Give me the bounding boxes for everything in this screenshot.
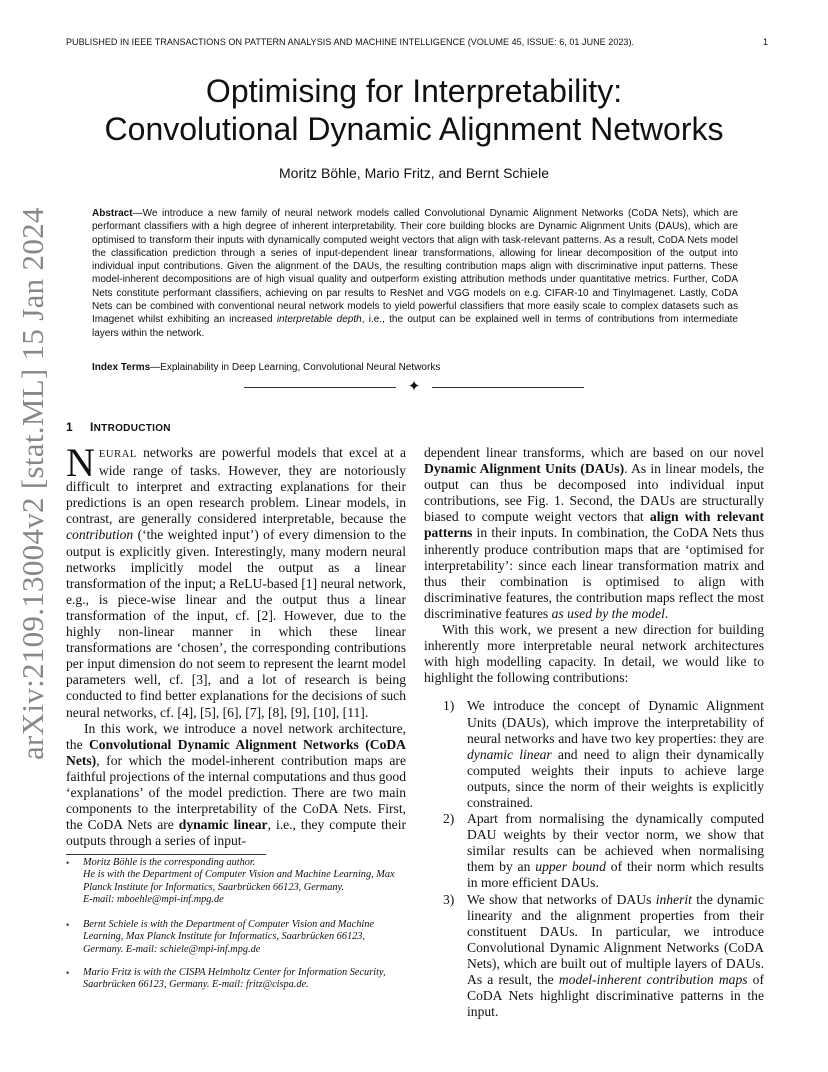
small-caps-word: EURAL	[98, 449, 137, 460]
section-title-initial: I	[90, 420, 94, 434]
page-number: 1	[762, 37, 768, 47]
footnote-rule	[66, 854, 266, 855]
list-marker: 2)	[443, 811, 455, 827]
text-run: dependent linear transforms, which are based on our novel	[424, 445, 764, 460]
diamond-icon: ✦	[407, 379, 421, 395]
footnote-bullet: •	[66, 968, 70, 978]
intro-paragraph-4: With this work, we present a new direction for building inherently more interpretable neural network architectures with high modelling capacity. In detail, we would like to highlight the following contributions:	[424, 622, 764, 686]
emphasis: upper bound	[535, 859, 606, 875]
emphasis: model-inherent contribution maps	[558, 972, 748, 987]
footnote-line: E-mail: mboehle@mpi-inf.mpg.de	[83, 893, 224, 905]
footnote-line: He is with the Department of Computer Vision and Machine Learning, Max Planck Institute for Informatics, Saarbrücken 66123, Germany.	[83, 869, 395, 893]
running-head: PUBLISHED IN IEEE TRANSACTIONS ON PATTERN ANALYSIS AND MACHINE INTELLIGENCE (VOLUME 45, ISSUE: 6, 01 JUNE 2023).	[66, 37, 635, 47]
intro-paragraph-3	[424, 445, 764, 622]
abstract-text-b: , i.e., the output can be explained well in terms of contributions from intermediate layers within the network.	[92, 314, 738, 339]
contributions-list	[424, 698, 764, 1020]
footnote	[66, 857, 406, 906]
text-run: (‘the weighted input’) of every dimension to the output is explicitly given. Interestingly, many modern neural networks implicitly model the output as a linear transformation of the input; a ReLU-based [1] neural network, e.g., is piece-wise linear and the output thus a linear transformation of the input, cf. [2]. However, due to the highly non-linear manner in which these linear transformations are ‘chosen’, the corresponding contributions per input dimension do not seem to represent the learnt model parameters well, cf. [3], and a lot of research is being conducted to find better explanations for the decisions of such neural networks, cf. [4], [5], [6], [7], [8], [9], [10], [11].	[66, 527, 406, 720]
bold-term: Convolutional Dynamic Alignment Networks (CoDA Nets)	[66, 736, 406, 768]
text-run: the dynamic linearity and the alignment properties from their constituent DAUs. In particular, we introduce Convolutional Dynamic Alignment Networks (CoDA Nets), which are built out of multiple layers of DAUs. As a result, the	[467, 891, 764, 987]
arxiv-side-stamp: arXiv:2109.13004v2 [stat.ML] 15 Jan 2024	[15, 207, 50, 760]
text-run: We show that networks of DAUs	[467, 891, 656, 907]
footnote-line: Moritz Böhle is the corresponding author.	[83, 857, 256, 868]
authors: Moritz Böhle, Mario Fritz, and Bernt Schiele	[279, 165, 549, 181]
contribution-item	[424, 892, 764, 1021]
footnote	[66, 919, 406, 956]
footnote-bullet: •	[66, 858, 70, 868]
right-column	[424, 445, 764, 1020]
text-run: in their inputs. In combination, the CoDA Nets thus inherently produce contribution maps that are ‘optimised for interpretability’: since each linear transformation matrix and thus their combination is optimised to align with discriminative features, the contribution maps reflect the most discriminative features	[424, 525, 764, 621]
text-run: of CoDA Nets highlight discriminative patterns in the input.	[467, 972, 764, 1020]
list-marker: 1)	[443, 698, 455, 714]
text-run: . As in linear models, the output can thus be decomposed into individual input contributions, see Fig. 1. Second, the DAUs are structurally biased to compute weight vectors that	[424, 461, 764, 525]
bold-term: align with relevant patterns	[424, 509, 764, 541]
divider-rule-left	[244, 387, 396, 388]
title-line-2: Convolutional Dynamic Alignment Networks	[104, 111, 724, 147]
text-run: , i.e., they compute their outputs through a series of input-	[66, 817, 406, 849]
emphasis: inherit	[655, 891, 692, 907]
section-number: 1	[66, 420, 73, 434]
index-terms-label: Index Terms	[92, 362, 151, 373]
bold-term: dynamic linear	[178, 817, 268, 833]
footnote-line: Mario Fritz is with the CISPA Helmholtz Center for Information Security, Saarbrücken 66123, Germany. E-mail: fritz@cispa.de.	[83, 967, 386, 991]
divider-rule-right	[432, 387, 584, 388]
paper-title	[60, 72, 768, 148]
index-terms-text: —Explainability in Deep Learning, Convolutional Neural Networks	[150, 362, 441, 373]
emphasis: as used by the model	[551, 605, 665, 621]
text-run: networks are powerful models that excel at a wide range of tasks. However, they are notoriously difficult to interpret and extracting explanations for their predictions is an open research problem. Linear models, in contrast, are generally considered interpretable, because the	[66, 445, 406, 527]
footnote-bullet: •	[66, 920, 70, 930]
list-marker: 3)	[443, 891, 455, 907]
left-column	[66, 440, 406, 849]
text-run: , for which the model-inherent contribution maps are faithful projections of the internal computations and thus good ‘explanations’ of the model prediction. There are two main components to the interpretability of the CoDA Nets. First, the CoDA Nets are	[66, 752, 406, 833]
section-heading	[66, 420, 171, 434]
text-run: Apart from normalising the dynamically computed DAU weights by their vector norm, we show that similar results can be achieved when normalising them by an	[467, 811, 764, 875]
drop-cap: N	[66, 440, 95, 485]
title-line-1: Optimising for Interpretability:	[205, 73, 623, 109]
section-title-rest: NTRODUCTION	[93, 423, 171, 434]
abstract	[92, 207, 738, 340]
text-run: and need to align their dynamically computed weights their inputs to achieve large outputs, since the norm of their weights is explicitly constrained.	[467, 746, 764, 810]
bold-term: Dynamic Alignment Units (DAUs)	[424, 461, 625, 477]
contribution-item	[424, 811, 764, 891]
abstract-text-a: —We introduce a new family of neural network models called Convolutional Dynamic Alignment Networks (CoDA Nets), which are performant classifiers with a high degree of inherent interpretability. Their core building blocks are Dynamic Alignment Units (DAUs), which are optimised to transform their inputs with dynamically computed weight vectors that align with task-relevant patterns. As a result, CoDA Nets model the classification prediction through a series of input-dependent linear transformations, allowing for linear decomposition of the output into individual input contributions. Given the alignment of the DAUs, the resulting contribution maps align with discriminative input patterns. These model-inherent decompositions are of high visual quality and outperform existing attribution methods under quantitative metrics. Further, CoDA Nets constitute performant classifiers, achieving on par results to ResNet and VGG models on e.g. CIFAR-10 and TinyImagenet. Lastly, CoDA Nets can be combined with conventional neural network models to yield powerful classifiers that more easily scale to complex datasets such as Imagenet whilst exhibiting an increased	[92, 208, 738, 326]
abstract-emphasis: interpretable depth	[276, 314, 362, 326]
emphasis: contribution	[66, 527, 134, 543]
footnote	[66, 967, 406, 992]
intro-paragraph-2	[66, 721, 406, 850]
intro-paragraph-1	[66, 440, 406, 721]
abstract-label: Abstract	[92, 208, 133, 219]
text-run: .	[664, 605, 669, 621]
text-run: In this work, we introduce a novel network architecture, the	[66, 720, 406, 752]
footnote-line: Bernt Schiele is with the Department of Computer Vision and Machine Learning, Max Planck Institute for Informatics, Saarbrücken 66123, Germany. E-mail: schiele@mpi-inf.mpg.de	[83, 919, 374, 955]
emphasis: dynamic linear	[467, 746, 552, 762]
index-terms	[92, 361, 738, 374]
contribution-item	[424, 698, 764, 811]
text-run: We introduce the concept of Dynamic Alignment Units (DAUs), which improve the interpretability of neural networks and have two key properties: they are	[467, 698, 764, 746]
text-run: of their norm which results in more efficient DAUs.	[467, 859, 764, 891]
